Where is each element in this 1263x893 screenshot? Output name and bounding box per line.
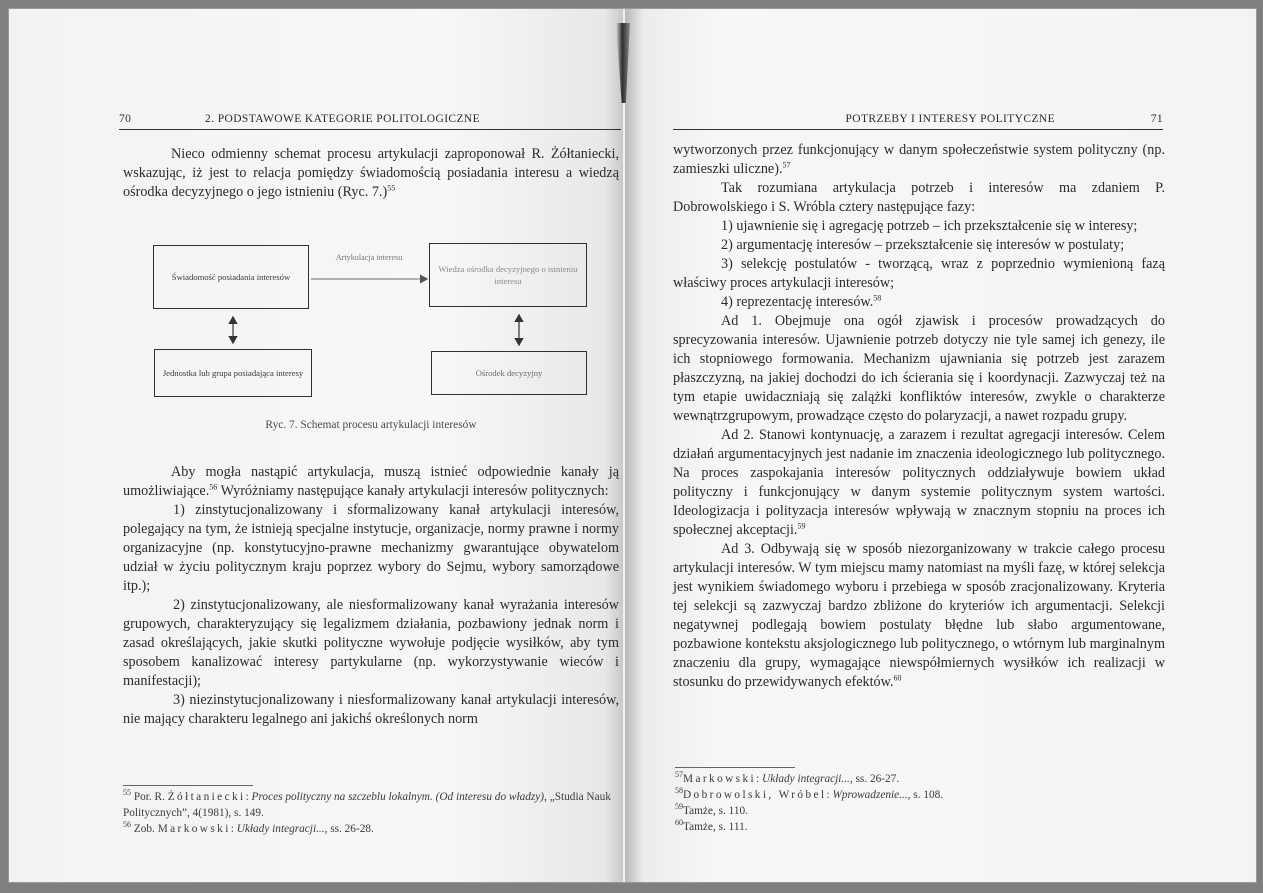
book-scan [8, 8, 1257, 883]
phase-1: 1) ujawnienie się i agregację potrzeb – ich przekształcenie się w interesy; [721, 218, 1138, 234]
footnote-rule [123, 785, 253, 786]
footnote-rest: , ss. 26-28. [324, 823, 374, 835]
footnote-number: 59 [675, 802, 683, 812]
phase-4: 4) reprezentację interesów. [721, 294, 874, 310]
footnote-number: 60 [675, 818, 683, 828]
phase-3: 3) selekcję postulatów - tworzącą, wraz z poprzednio wymienioną fazą właściwy proces artykulacji interesów; [673, 256, 1165, 291]
channel-item-2: 2) zinstytucjonalizowany, ale niesformalizowany kanał wyrażania interesów grupowych, charakteryzujący się legalizmem działania, pozbawiony jednak norm i zasad określających, jakie skutki polityczne wywołuje podjęcie wysiłków, aby tym sposobem kanalizować interesy partykularne (np. wykorzystywanie wieców i manifestacji); [123, 597, 619, 689]
footnote-author: Markowski [683, 773, 757, 785]
box-decision-center: Ośrodek decyzyjny [431, 351, 587, 395]
footnote-60 [675, 819, 1155, 835]
right-page-number: 71 [1150, 113, 1163, 125]
arrow-label: Artykulacja interesu [335, 253, 403, 262]
footnote-57 [675, 771, 1155, 787]
channel-item-1: 1) zinstytucjonalizowany i sformalizowany kanał artykulacji interesów, polegający na tym, że istnieją specjalne instytucje, organizacje, normy prawne i normy organizacyjne (np. konstytucyjno-prawne mechanizmy gwarantujące obywatelom udział w życiu politycznym kraju poprzez wybory do Sejmu, wybory samorządowe itp.); [123, 502, 619, 594]
footnote-rest: , „Studia Nauk Politycznych”, 4(1981), s. 149. [123, 791, 611, 819]
channels-text-a: Aby mogła nastąpić artykulacja, muszą istnieć odpowiednie kanały ją umożliwiające. [123, 464, 619, 499]
footnote-59 [675, 803, 1155, 819]
footnote-sep: : [756, 773, 763, 785]
ad-1-paragraph: Ad 1. Obejmuje ona ogół zjawisk i procesów prowadzących do sprecyzowania interesów. Ujawnienie potrzeb dotyczy nie tyle samej ich genezy, ile ich stopniowego formowania. Mechanizm ujawniania się potrzeb jest zarazem płaszczyzną, na jakiej dochodzi do ich ścierania się i koordynacji. Zazwyczaj też na tym etapie uwidaczniają się zalążki konfliktów interesów, zwykle o charakterze wewnątrzgrupowym, prowadzące często do polaryzacji, a nawet rozpadu grupy. [673, 313, 1165, 424]
box-interest-holder: Jednostka lub grupa posiadająca interesy [154, 349, 312, 397]
figure-caption: Ryc. 7. Schemat procesu artykulacji interesów [265, 419, 477, 431]
footnote-ref: 59 [797, 521, 806, 531]
phases-intro: Tak rozumiana artykulacja potrzeb i interesów ma zdaniem P. Dobrowolskiego i S. Wróbla cztery następujące fazy: [673, 180, 1165, 215]
phase-2: 2) argumentację interesów – przekształcenie się interesów w postulaty; [721, 237, 1125, 253]
intro-paragraph [123, 145, 619, 202]
right-page [625, 9, 1248, 882]
footnote-ref: 56 [209, 482, 218, 492]
box-consciousness: Świadomość posiadania interesów [153, 245, 309, 309]
footnote-ref: 58 [873, 293, 882, 303]
articulation-diagram [149, 235, 599, 407]
footnote-56 [123, 821, 623, 837]
channels-section [123, 463, 619, 729]
ad-3-paragraph: Ad 3. Odbywają się w sposób niezorganizowany w trakcie całego procesu artykulacji interesów. W tym miejscu mamy natomiast na myśli fazę, w której selekcja jest wynikiem świadomego wyboru i przebiega w sposób zracjonalizowany. Kryteria tej selekcji są zazwyczaj bardzo zbliżone do kryteriów ich argumentacji. Selekcji negatywnej podlegają bowiem postulaty błędne lub słabo argumentowane, pozbawione kontekstu aksjologicznego lub politycznego, o wtórnym lub marginalnym znaczeniu dla grupy, wymagające niewspółmiernych wysiłków ich realizacji w stosunku do przewidywanych efektów. [673, 541, 1165, 690]
intro-text: Nieco odmienny schemat procesu artykulacji zaproponował R. Żółtaniecki, wskazując, iż jest to relacja pomiędzy świadomością posiadania interesu a wiedzą ośrodka decyzyjnego o jego istnieniu (Ryc. 7.) [123, 146, 619, 200]
footnote-sep: : [245, 791, 252, 803]
left-page [19, 9, 623, 882]
footnote-rule [675, 767, 795, 768]
footnote-author: Markowski [157, 823, 231, 835]
ad-2-paragraph: Ad 2. Stanowi kontynuację, a zarazem i rezultat agregacji interesów. Celem działań argumentacyjnych jest nadanie im znaczenia ideologicznego lub politycznego. Na proces zaspokajania interesów politycznych oddziaływuje bowiem układ polityczny i funkcjonujący w danym systemie politycznym system wartości. Ideologizacja i polityzacja interesów wpływają w znacznym stopniu na proces ich społecznej akceptacji. [673, 427, 1165, 538]
footnote-ref: 55 [387, 183, 396, 193]
footnote-ref: 57 [782, 160, 791, 170]
footnote-number: 57 [675, 770, 683, 780]
channels-text-b: Wyróżniamy następujące kanały artykulacji interesów politycznych: [217, 483, 609, 499]
footnote-number: 56 [123, 820, 131, 830]
box-decision-knowledge: Wiedza ośrodka decyzyjnego o istnieniu interesu [429, 243, 587, 307]
footnote-rest: Tamże, s. 110. [683, 805, 748, 817]
footnote-title: Proces polityczny na szczeblu lokalnym. (Od interesu do władzy) [251, 791, 545, 803]
footnote-number: 55 [123, 788, 131, 798]
footnote-sep: : [826, 789, 833, 801]
left-page-header [119, 109, 621, 130]
footnote-author: Żółtaniecki [167, 791, 246, 803]
left-running-title: 2. PODSTAWOWE KATEGORIE POLITOLOGICZNE [205, 113, 481, 125]
footnote-rest: , ss. 26-27. [849, 773, 900, 785]
footnote-title: Układy integracji... [236, 823, 325, 835]
footnote-title: Układy integracji... [762, 773, 850, 785]
right-footnotes [675, 771, 1155, 835]
continued-text: wytworzonych przez funkcjonujący w danym społeczeństwie system polityczny (np. zamieszki uliczne). [673, 142, 1165, 177]
left-page-number: 70 [119, 113, 132, 125]
footnote-prefix: Zob. [133, 823, 158, 835]
footnote-prefix: Por. R. [133, 791, 168, 803]
left-footnotes [123, 789, 623, 837]
footnote-sep: : [230, 823, 237, 835]
footnote-rest: Tamże, s. 111. [683, 821, 748, 833]
footnote-ref: 60 [893, 673, 902, 683]
right-running-title: POTRZEBY I INTERESY POLITYCZNE [845, 113, 1055, 125]
right-page-header [673, 109, 1163, 130]
footnote-author: Dobrowolski, Wróbel [683, 789, 827, 801]
footnote-rest: , s. 108. [907, 789, 944, 801]
footnote-number: 58 [675, 786, 683, 796]
footnote-title: Wprowadzenie... [832, 789, 908, 801]
right-body-text [673, 141, 1165, 692]
footnote-58 [675, 787, 1155, 803]
channel-item-3: 3) niezinstytucjonalizowany i niesformalizowany kanał artykulacji interesów, nie mający charakteru legalnego ani jakichś określonych norm [123, 692, 619, 727]
footnote-55 [123, 789, 623, 821]
